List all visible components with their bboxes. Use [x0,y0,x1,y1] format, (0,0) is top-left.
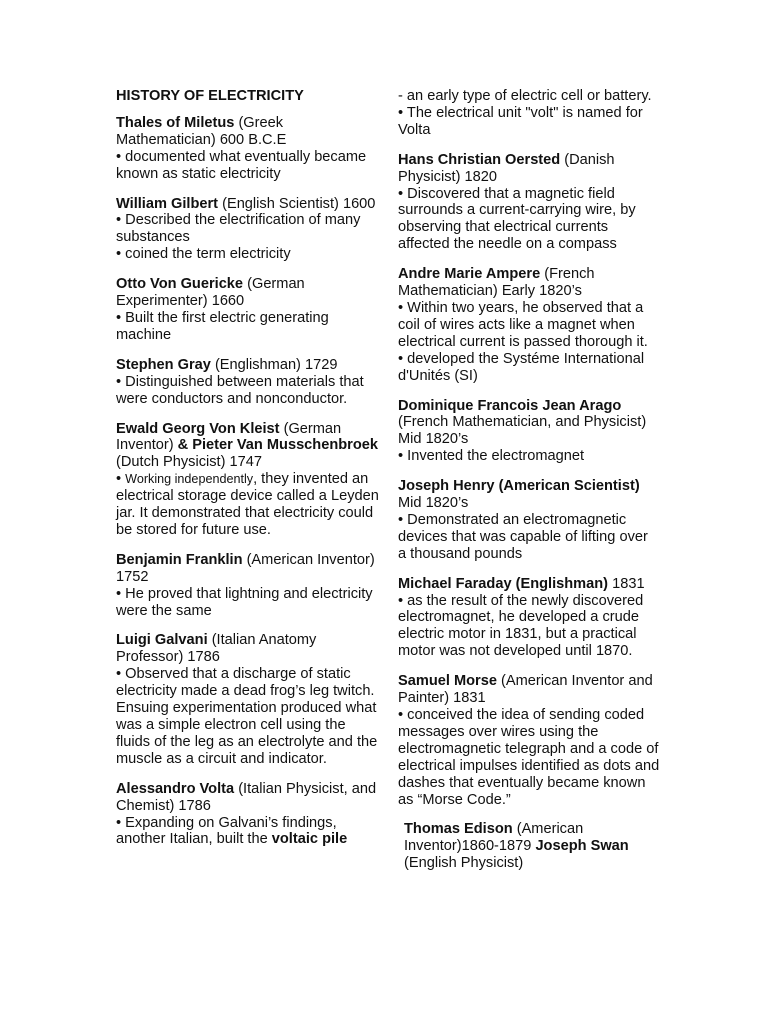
bold-text: Alessandro Volta [116,780,235,797]
entry-text [116,471,380,539]
bold-text: Benjamin Franklin [116,551,243,568]
entry-heading [398,821,660,872]
bold-text: Dominique Francois Jean Arago [398,397,622,414]
text-run: Mid 1820’s [398,495,469,512]
entry-text: • Built the first electric generating machine [116,309,329,343]
bold-text: Andre Marie Ampere [398,266,541,283]
entry-text: • The electrical unit "volt" is named for Volta [398,104,643,138]
entry-text: • as the result of the newly discovered electromagnet, he developed a crude electric motor in 1831, but a practical motor was not developed until 1870. [398,592,644,660]
entry-text: • Demonstrated an electromagnetic devices that was capable of lifting over a thousand pounds [398,511,648,562]
bold-text: Thomas Edison [404,821,513,838]
timeline-entry [116,632,380,767]
right-entries [398,88,660,872]
text-run: (Dutch Physicist) 1747 [116,454,262,471]
bold-text: Samuel Morse [398,673,497,690]
entry-text: • Within two years, he observed that a coil of wires acts like a magnet when electrical current is passed thorough it. [398,299,648,350]
text-run: (Italian Physicist, and Chemist) 1786 [116,780,377,814]
timeline-entry [116,357,380,408]
entry-heading [116,276,380,310]
text-run: (Italian Anatomy Professor) 1786 [116,632,317,666]
bold-text: Michael Faraday (Englishman) [398,575,609,592]
timeline-entry [398,576,660,661]
entry-heading [398,398,660,449]
entry-heading [398,266,660,300]
bold-text: Otto Von Guericke [116,276,244,293]
bold-text: & Pieter Van Musschenbroek [177,437,378,454]
text-run: (Greek Mathematician) 600 B.C.E [116,114,287,148]
timeline-entry [116,552,380,620]
entry-text: • Discovered that a magnetic field surrounds a current-carrying wire, by observing that electrical currents affected the needle on a compass [398,185,636,253]
entry-heading [398,152,660,186]
entry-text: • Distinguished between materials that were conductors and nonconductor. [116,373,364,407]
text-run: Working independently [125,472,254,487]
entry-heading [116,357,380,374]
text-run: , they invented an electrical storage device called a Leyden jar. It demonstrated that electricity could be stored for future use. [116,471,379,538]
entry-text: • documented what eventually became known as static electricity [116,148,367,182]
timeline-entry [398,88,660,139]
entry-text: • developed the Systéme International d'Unités (SI) [398,350,645,384]
text-run: (American Inventor) 1752 [116,551,375,585]
left-column [116,88,380,861]
entry-heading [116,196,380,213]
entry-text: • He proved that lightning and electricity were the same [116,585,373,619]
entry-text: • Observed that a discharge of static electricity made a dead frog’s leg twitch. Ensuing experimentation produced what was a simple electron cell using the fluids of the leg as an electrolyte and the muscle as a circuit and indicator. [116,666,378,767]
entry-text: • Invented the electromagnet [398,448,585,465]
entry-text: • Described the electrification of many substances [116,212,361,246]
timeline-entry [116,276,380,344]
text-run: • [116,471,126,488]
timeline-entry [398,673,660,808]
text-run: (German Experimenter) 1660 [116,276,305,310]
entry-heading [116,632,380,666]
text-run: (American Inventor and Painter) 1831 [398,673,653,707]
bold-text: William Gilbert [116,195,219,212]
text-run: (American Inventor)1860-1879 [404,821,584,855]
timeline-entry [398,152,660,253]
bold-text: Ewald Georg Von Kleist [116,420,280,437]
text-run: (German Inventor) [116,420,342,454]
text-run: (English Scientist) 1600 [218,195,376,212]
entry-heading [398,673,660,707]
bold-text: Hans Christian Oersted [398,151,561,168]
entry-heading [398,576,660,593]
timeline-entry [116,115,380,183]
text-run: • Expanding on Galvani’s findings, another Italian, built the [116,814,337,848]
bold-text: voltaic pile [271,831,348,848]
timeline-entry [116,781,380,849]
entry-text: • conceived the idea of sending coded messages over wires using the electromagnetic telegraph and a code of electrical impulses identified as dots and dashes that eventually became known as “Morse Code.” [398,707,660,808]
text-run: (French Mathematician, and Physicist) Mid 1820’s [398,414,647,448]
timeline-entry [398,398,660,466]
text-run: (Danish Physicist) 1820 [398,151,615,185]
timeline-entry [398,821,660,872]
bold-text: Luigi Galvani [116,632,208,649]
entry-heading [116,781,380,815]
timeline-entry [398,266,660,384]
text-run: (French Mathematician) Early 1820’s [398,266,595,300]
entry-text [116,815,380,849]
timeline-entry [116,196,380,264]
bold-text: Stephen Gray [116,356,211,373]
text-run: 1831 [608,575,645,592]
left-entries [116,115,380,848]
entry-heading [116,115,380,149]
entry-heading [116,552,380,586]
timeline-entry [116,421,380,539]
document-title: HISTORY OF ELECTRICITY [116,88,304,104]
bold-text: Joseph Swan [535,838,629,855]
right-column [398,88,660,885]
bold-text: Thales of Miletus [116,114,235,131]
entry-text: - an early type of electric cell or battery. [398,88,652,104]
text-run: (English Physicist) [404,855,524,872]
text-run: (Englishman) 1729 [210,356,338,373]
entry-text: • coined the term electricity [116,246,291,263]
entry-heading [116,421,380,472]
timeline-entry [398,478,660,563]
entry-heading [398,478,660,512]
bold-text: Joseph Henry (American Scientist) [398,478,640,495]
